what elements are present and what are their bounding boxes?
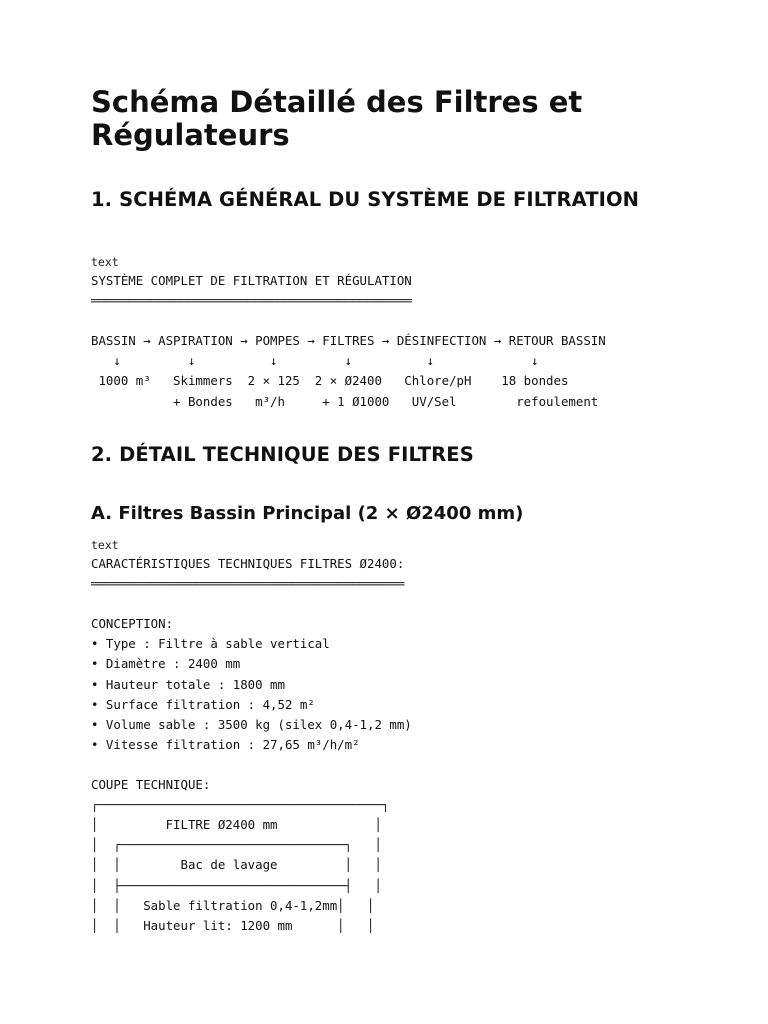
code-line (91, 755, 751, 775)
code-line: ══════════════════════════════════════════ (91, 576, 405, 592)
code-line: │ ┌──────────────────────────────┐ │ (91, 837, 382, 853)
section-2-heading: 2. DÉTAIL TECHNIQUE DES FILTRES (91, 443, 474, 466)
code-line: 1000 m³ Skimmers 2 × 125 2 × Ø2400 Chlore/pH 18 bondes (91, 373, 569, 389)
code-line: • Diamètre : 2400 mm (91, 656, 241, 672)
code-line: + Bondes m³/h + 1 Ø1000 UV/Sel refoulement (91, 393, 599, 409)
code-line: • Volume sable : 3500 kg (silex 0,4-1,2 mm) (91, 716, 412, 732)
code-line: • Type : Filtre à sable vertical (91, 636, 330, 652)
code-line: ↓ ↓ ↓ ↓ ↓ ↓ (91, 353, 539, 369)
subsection-a-heading: A. Filtres Bassin Principal (2 × Ø2400 mm) (91, 503, 524, 524)
code-line: ┌──────────────────────────────────────┐ (91, 797, 390, 813)
code-line: COUPE TECHNIQUE: (91, 777, 211, 793)
code-line: ═══════════════════════════════════════════ (91, 293, 412, 309)
code-line (91, 594, 751, 614)
code-line: │ │ Bac de lavage │ │ (91, 857, 382, 873)
code-block-system-overview (91, 271, 751, 412)
code-block-filter-specs (91, 554, 751, 936)
code-line: CONCEPTION: (91, 616, 174, 632)
code-line: CARACTÉRISTIQUES TECHNIQUES FILTRES Ø2400: (91, 556, 405, 571)
section-1-heading: 1. SCHÉMA GÉNÉRAL DU SYSTÈME DE FILTRATION (91, 188, 640, 211)
code-line: │ FILTRE Ø2400 mm │ (91, 817, 382, 833)
code-line (91, 311, 751, 331)
code-line: │ │ Hauteur lit: 1200 mm │ │ (91, 917, 375, 933)
code-line: • Hauteur totale : 1800 mm (91, 676, 285, 692)
code-line: BASSIN → ASPIRATION → POMPES → FILTRES → DÉSINFECTION → RETOUR BASSIN (91, 333, 606, 349)
code-line: │ ├──────────────────────────────┤ │ (91, 877, 382, 893)
code-language-label: text (91, 255, 119, 269)
code-line: SYSTÈME COMPLET DE FILTRATION ET RÉGULATION (91, 273, 412, 288)
code-language-label: text (91, 538, 119, 552)
code-line: │ │ Sable filtration 0,4-1,2mm│ │ (91, 897, 375, 913)
document-title: Schéma Détaillé des Filtres et Régulateurs (91, 85, 583, 152)
code-line: • Vitesse filtration : 27,65 m³/h/m² (91, 736, 360, 752)
code-line: • Surface filtration : 4,52 m² (91, 696, 315, 712)
